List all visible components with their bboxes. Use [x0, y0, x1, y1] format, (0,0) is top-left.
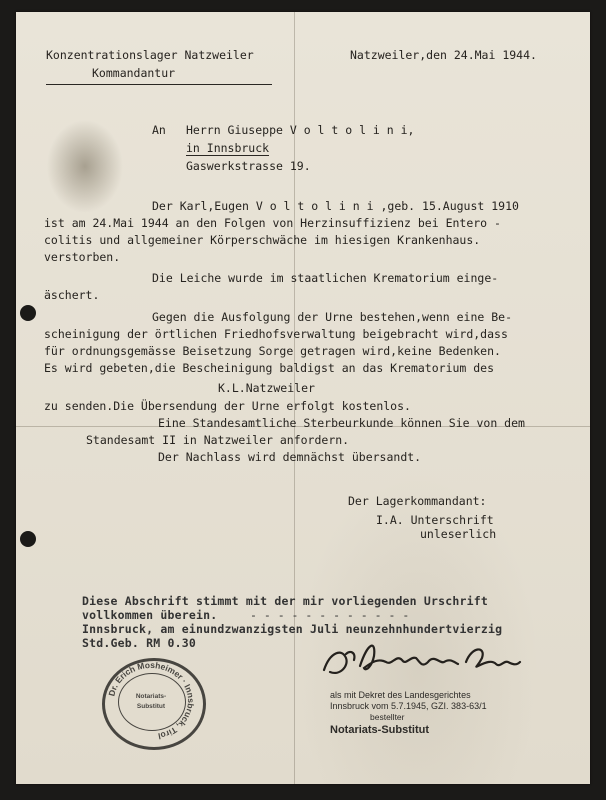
notary-seal	[102, 658, 206, 750]
notary-seal-text	[102, 658, 200, 744]
body-line: Der Karl,Eugen V o l t o l i n i ,geb. 15.August 1910	[152, 199, 519, 213]
recipient-city: in Innsbruck	[186, 141, 270, 155]
notary-decree-line: als mit Dekret des Landesgerichtes	[330, 690, 471, 700]
handwritten-signature	[316, 632, 526, 690]
notary-decree-line: Innsbruck vom 5.7.1945, GZI. 383-63/1	[330, 701, 487, 711]
notary-appointed: bestellter	[370, 712, 405, 722]
svg-text:Substitut: Substitut	[136, 703, 166, 710]
punch-hole-upper	[20, 305, 36, 321]
punch-hole-lower	[20, 531, 36, 547]
body-line: Der Nachlass wird demnächst übersandt.	[158, 450, 422, 464]
body-line: verstorben.	[44, 250, 121, 264]
signature-line: I.A. Unterschrift	[376, 513, 494, 527]
letterhead-underline	[46, 84, 272, 85]
body-line: Die Leiche wurde im staatlichen Krematorium einge-	[152, 271, 499, 285]
certification-fee: Std.Geb. RM 0.30	[82, 636, 196, 650]
body-line: für ordnungsgemässe Beisetzung Sorge getragen wird,keine Bedenken.	[44, 344, 501, 358]
body-line: K.L.Natzweiler	[218, 381, 315, 395]
letterhead-department: Kommandantur	[92, 66, 176, 80]
body-line: ist am 24.Mai 1944 an den Folgen von Herzinsuffizienz bei Entero -	[44, 216, 501, 230]
letterhead-org: Konzentrationslager Natzweiler	[46, 48, 254, 62]
notary-title: Notariats-Substitut	[330, 724, 429, 736]
recipient-street: Gaswerkstrasse 19.	[186, 159, 311, 173]
body-line: Standesamt II in Natzweiler anfordern.	[86, 433, 350, 447]
body-line: colitis und allgemeiner Körperschwäche im hiesigen Krankenhaus.	[44, 233, 481, 247]
certification-dashes: - - - - - - - - - - - -	[250, 608, 410, 622]
body-line: Eine Standesamtliche Sterbeurkunde können Sie von dem	[158, 416, 525, 430]
svg-text:Dr. Erich Mosheimer · Innsbruc: Dr. Erich Mosheimer · Innsbruck, Tirol	[106, 659, 197, 742]
body-line: Es wird gebeten,die Bescheinigung baldigst an das Krematorium des	[44, 361, 495, 375]
certification-line: Diese Abschrift stimmt mit der mir vorliegenden Urschrift	[82, 594, 489, 608]
recipient-name: Herrn Giuseppe V o l t o l i n i,	[186, 123, 415, 137]
body-line: scheinigung der örtlichen Friedhofsverwaltung beigebracht wird,dass	[44, 327, 508, 341]
signature-title: Der Lagerkommandant:	[348, 494, 487, 508]
svg-text:Notariats-: Notariats-	[135, 693, 167, 700]
body-line: Gegen die Ausfolgung der Urne bestehen,wenn eine Be-	[152, 310, 513, 324]
body-line: zu senden.Die Übersendung der Urne erfolgt kostenlos.	[44, 399, 411, 413]
address-prefix: An	[152, 123, 166, 137]
certification-line: Innsbruck, am einundzwanzigsten Juli neunzehnhundertvierzig	[82, 622, 503, 636]
body-line: äschert.	[44, 288, 100, 302]
signature-illegible: unleserlich	[420, 527, 497, 541]
certification-line: vollkommen überein.	[82, 608, 218, 622]
place-date: Natzweiler,den 24.Mai 1944.	[350, 48, 537, 62]
